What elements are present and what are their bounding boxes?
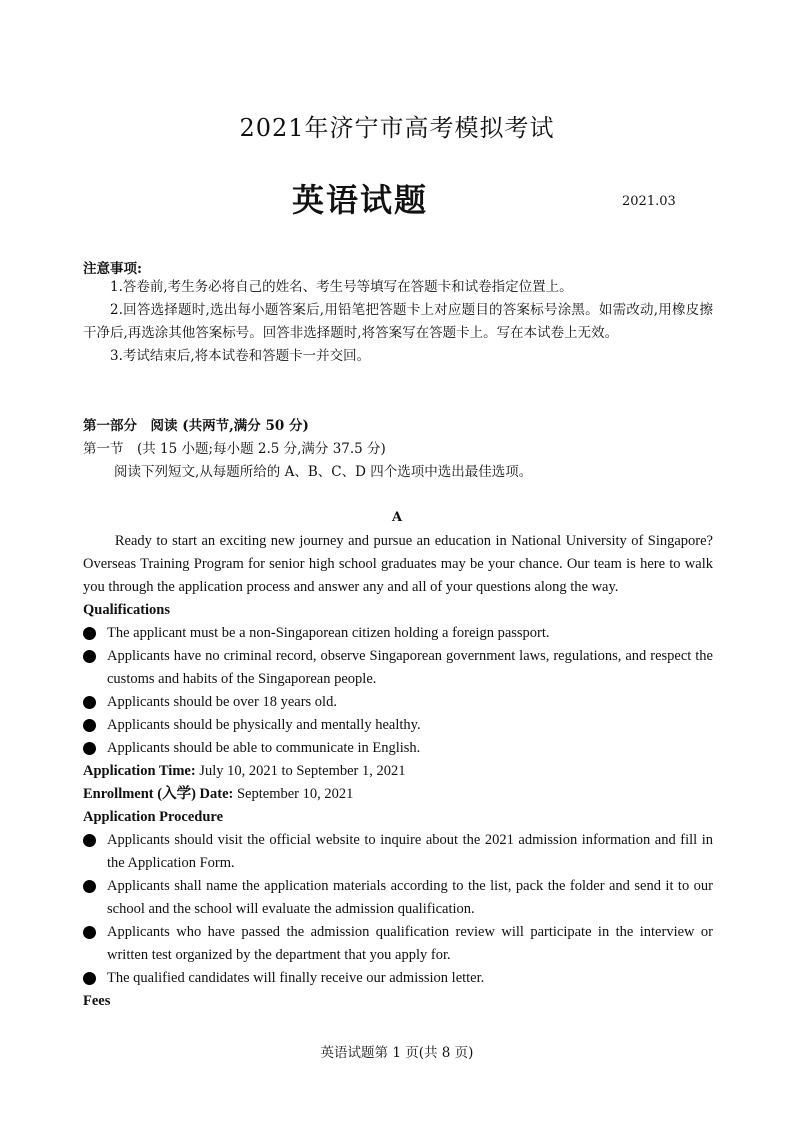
notice-item: 1.答卷前,考生务必将自己的姓名、考生号等填写在答题卡和试卷指定位置上。 (110, 279, 573, 295)
bullet-icon (83, 742, 96, 755)
section-instruction: 阅读下列短文,从每题所给的 A、B、C、D 四个选项中选出最佳选项。 (114, 464, 533, 480)
bullet-icon (83, 972, 96, 985)
passage-body (83, 530, 713, 1013)
bullet-icon (83, 696, 96, 709)
notice-item: 3.考试结束后,将本试卷和答题卡一并交回。 (110, 348, 371, 364)
bullet-icon (83, 650, 96, 663)
enrollment-date: Enrollment (入学) Date: September 10, 2021 (83, 786, 354, 802)
list-item: The qualified candidates will finally receive our admission letter. (83, 967, 713, 990)
application-time: Application Time: July 10, 2021 to September 1, 2021 (83, 763, 406, 779)
notice-item: 2.回答选择题时,选出每小题答案后,用铅笔把答题卡上对应题目的答案标号涂黑。如需改动,用橡皮擦干净后,再选涂其他答案标号。回答非选择题时,将答案写在答题卡上。写在本试卷上无效。 (83, 302, 713, 341)
exam-title: 2021年济宁市高考模拟考试 (239, 114, 555, 142)
list-item: Applicants should visit the official website to inquire about the 2021 admission information and fill in the Application Form. (83, 829, 713, 875)
list-item: Applicants who have passed the admission qualification review will participate in the interview or written test organized by the department that you apply for. (83, 921, 713, 967)
subject-title: 英语试题 (291, 181, 428, 219)
bullet-icon (83, 834, 96, 847)
list-item: Applicants should be over 18 years old. (83, 691, 713, 714)
bullet-icon (83, 719, 96, 732)
fees-heading: Fees (83, 993, 111, 1009)
list-item: The applicant must be a non-Singaporean citizen holding a foreign passport. (83, 622, 713, 645)
exam-date: 2021.03 (622, 194, 676, 209)
bullet-icon (83, 926, 96, 939)
procedure-heading: Application Procedure (83, 809, 224, 825)
notice-heading: 注意事项: (83, 261, 142, 277)
list-item: Applicants should be able to communicate in English. (83, 737, 713, 760)
bullet-icon (83, 627, 96, 640)
list-item: Applicants should be physically and mentally healthy. (83, 714, 713, 737)
qualifications-heading: Qualifications (83, 602, 171, 618)
part-heading: 第一部分 阅读 (共两节,满分 50 分) (83, 418, 309, 434)
list-item: Applicants shall name the application materials according to the list, pack the folder and send it to our school and the school will evaluate the admission qualification. (83, 875, 713, 921)
page-footer: 英语试题第 1 页(共 8 页) (320, 1045, 474, 1061)
passage-intro: Ready to start an exciting new journey and pursue an education in National University of Singapore? Overseas Training Program for senior high school graduates may be your chance. Our team is here to walk you through the application process and answer any and all of your questions along the way. (83, 533, 713, 595)
passage-label: A (391, 510, 403, 525)
section-heading: 第一节 (共 15 小题;每小题 2.5 分,满分 37.5 分) (83, 441, 386, 457)
bullet-icon (83, 880, 96, 893)
notice-list (83, 276, 713, 368)
list-item: Applicants have no criminal record, observe Singaporean government laws, regulations, and respect the customs and habits of the Singaporean people. (83, 645, 713, 691)
